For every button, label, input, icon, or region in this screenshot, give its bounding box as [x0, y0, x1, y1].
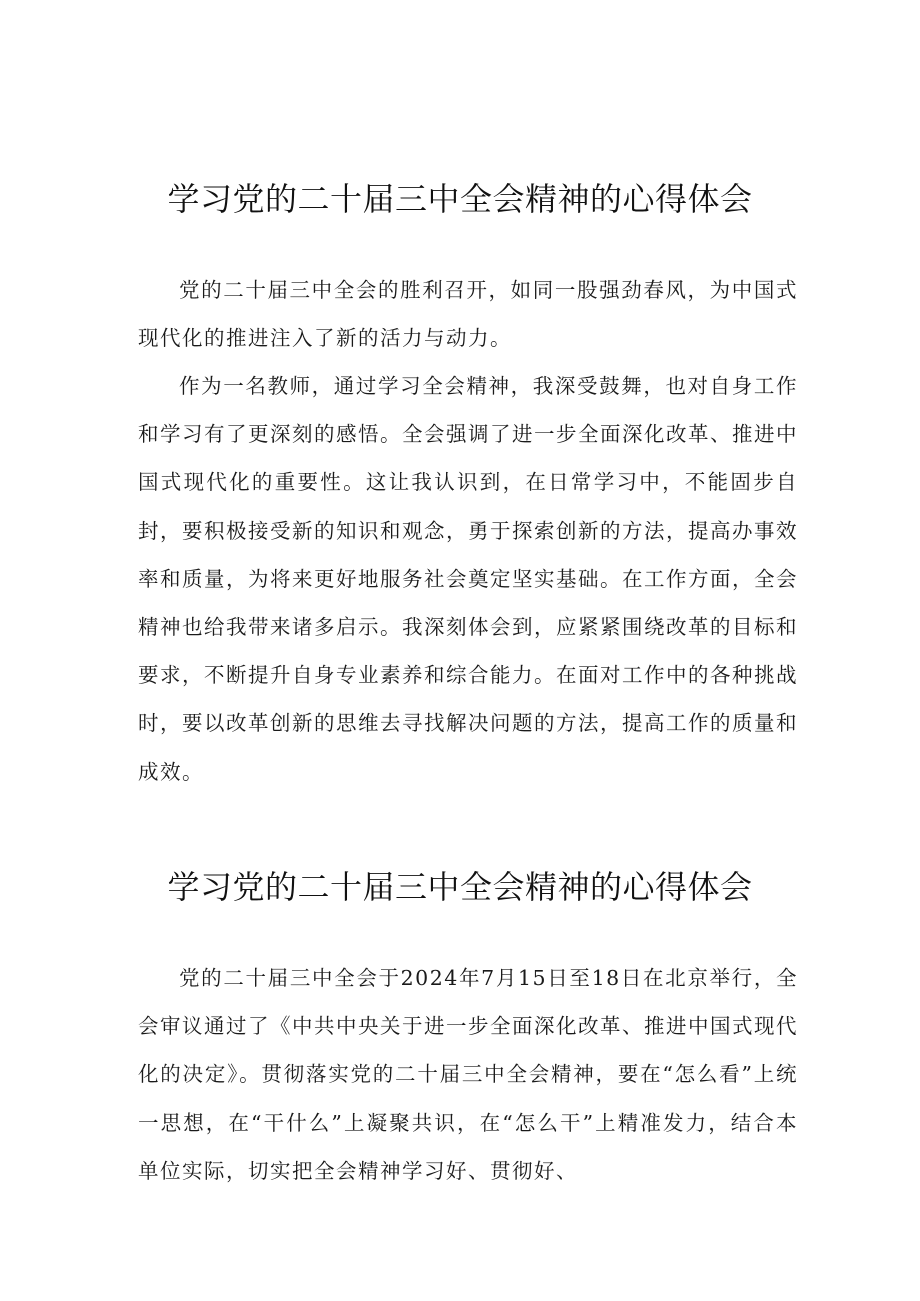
section-2-paragraph-1: 党的二十届三中全会于2024年7月15日至18日在北京举行，全会审议通过了《中共中央关于进一步全面深化改革、推进中国式现代化的决定》。贯彻落实党的二十届三中全会精神，要在“怎么看”上统一思想，在“干什么”上凝聚共识，在“怎么干”上精准发力，结合本单位实际，切实把全会精神学习好、贯彻好、 — [138, 966, 798, 1183]
section-1-paragraph-1: 党的二十届三中全会的胜利召开，如同一股强劲春风，为中国式现代化的推进注入了新的活力与动力。 — [138, 278, 798, 351]
section-2-title: 学习党的二十届三中全会精神的心得体会 — [167, 868, 753, 906]
section-1-paragraph-2: 作为一名教师，通过学习全会精神，我深受鼓舞，也对自身工作和学习有了更深刻的感悟。全会强调了进一步全面深化改革、推进中国式现代化的重要性。这让我认识到，在日常学习中，不能固步自封，要积极接受新的知识和观念，勇于探索创新的方法，提高办事效率和质量，为将来更好地服务社会奠定坚实基础。在工作方面，全会精神也给我带来诸多启示。我深刻体会到，应紧紧围绕改革的目标和要求，不断提升自身专业素养和综合能力。在面对工作中的各种挑战时，要以改革创新的思维去寻找解决问题的方法，提高工作的质量和成效。 — [138, 374, 798, 784]
section-1-title: 学习党的二十届三中全会精神的心得体会 — [167, 180, 753, 218]
